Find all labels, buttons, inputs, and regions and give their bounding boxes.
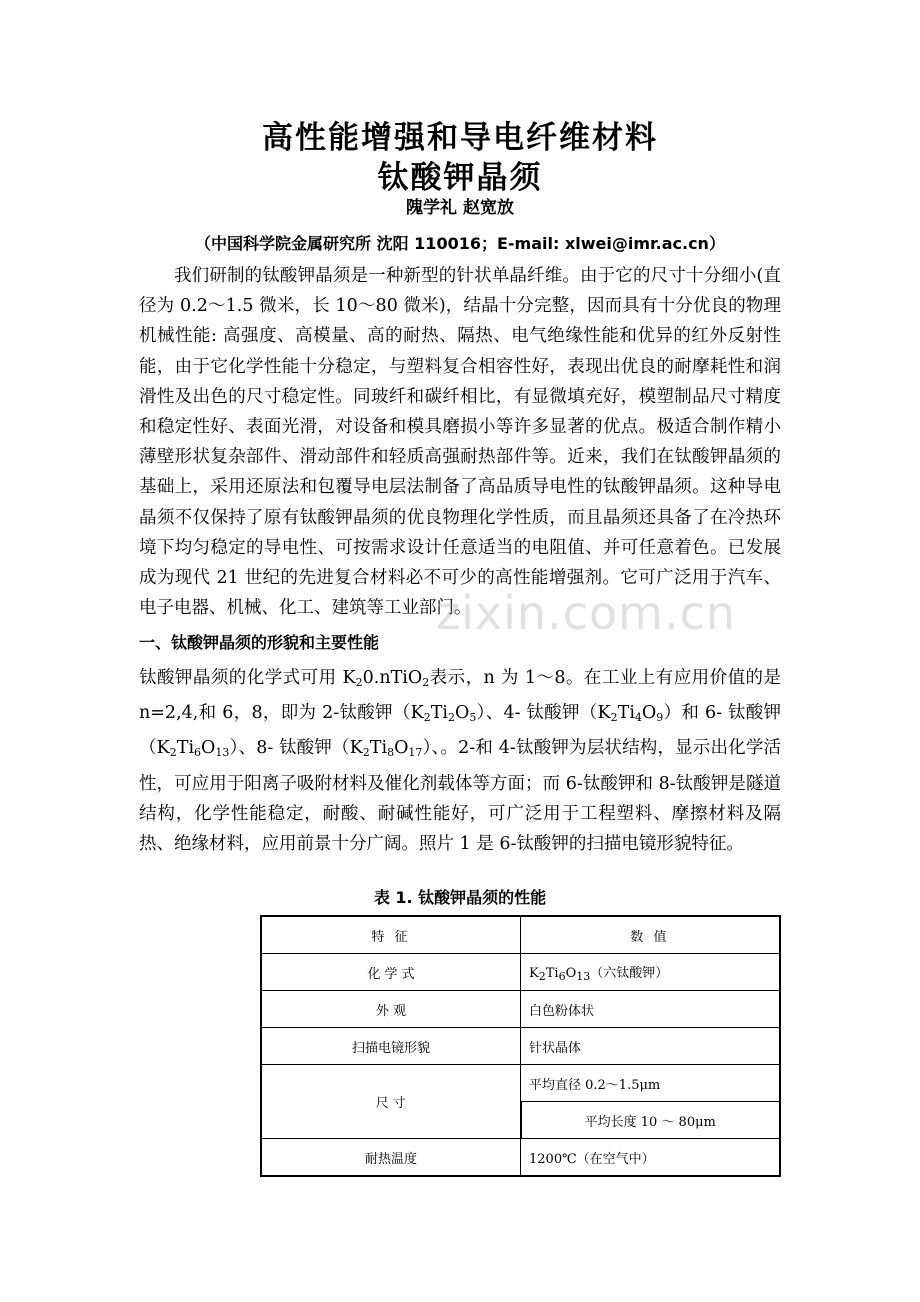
text: ）、。2-和 4-钛酸钾为层状结构，显示出化学活性，可应用于阳离子吸附材料及催化剂载体等方面；而 6-钛酸钾和 8-钛酸钾是隧道结构，化学性能稳定，耐酸、耐碱性能好，可广泛用于工程塑料、摩擦材料及隔热、绝缘材料，应用前景十分广阔。照片 1 是 6-钛酸钾的扫描电镜形貌特征。	[139, 738, 782, 855]
properties-table	[260, 915, 781, 1177]
row-label: 扫描电镜形貌	[261, 1028, 521, 1065]
header-cell: 特 征	[261, 916, 521, 954]
row-value	[521, 954, 781, 991]
text: 表示，n 为 1～8。在工业上有应用价值的是 n=2,4,和 6，8，即为 2-钛酸钾（K	[139, 668, 781, 724]
subscript: 17	[408, 746, 423, 760]
table-row	[261, 1139, 780, 1177]
title-line-1: 高性能增强和导电纤维材料	[262, 120, 658, 156]
table-caption: 表 1. 钛酸钾晶须的性能	[373, 888, 547, 907]
title-line-2: 钛酸钾晶须	[377, 160, 543, 196]
row-value: 1200℃（在空气中）	[521, 1139, 781, 1177]
row-value: 平均长度 10 ～ 80μm	[521, 1102, 781, 1139]
table-row	[261, 1065, 780, 1102]
subscript: 2	[355, 676, 363, 689]
subscript: 2	[610, 711, 618, 725]
subscript: 6	[194, 746, 202, 760]
text: K	[529, 965, 539, 981]
text: Ti	[545, 965, 559, 981]
subscript: 5	[469, 711, 477, 725]
subscript: 2	[422, 676, 430, 689]
subscript: 4	[634, 711, 642, 725]
text: （六钛酸钾）	[590, 965, 669, 981]
formula-paragraph	[139, 663, 781, 859]
watermark: zixin.com.cn	[436, 586, 737, 640]
subscript: 8	[387, 746, 395, 760]
subscript: 13	[576, 969, 591, 983]
table-row	[261, 991, 780, 1028]
text: Ti	[617, 703, 635, 724]
table-row	[261, 954, 780, 991]
subscript: 13	[215, 746, 230, 760]
row-label: 耐热温度	[261, 1139, 521, 1177]
text: ）、4- 钛酸钾（K	[476, 703, 611, 724]
text: O	[394, 738, 409, 759]
row-value: 针状晶体	[521, 1028, 781, 1065]
section-heading: 一、钛酸钾晶须的形貌和主要性能	[139, 633, 380, 652]
row-value: 平均直径 0.2～1.5μm	[521, 1065, 781, 1102]
subscript: 2	[362, 746, 370, 760]
header-cell: 数 值	[521, 916, 781, 954]
subscript: 2	[423, 711, 431, 725]
subscript: 2	[448, 711, 455, 725]
subscript: 2	[538, 969, 546, 983]
text: 0.nTiO	[362, 668, 423, 688]
row-label: 外 观	[261, 991, 521, 1028]
subscript: 2	[169, 746, 177, 760]
subscript: 9	[656, 711, 664, 725]
text: ）、8- 钛酸钾（K	[229, 738, 363, 759]
row-value: 白色粉体状	[521, 991, 781, 1028]
text: O	[641, 703, 657, 724]
affiliation: （中国科学院金属研究所 沈阳 110016；E-mail: xlwei@imr.ac.cn）	[195, 234, 725, 253]
row-label: 尺 寸	[261, 1065, 521, 1139]
text: Ti	[430, 703, 448, 724]
text: O	[201, 738, 216, 759]
row-label: 化 学 式	[261, 954, 521, 991]
text: Ti	[176, 738, 195, 759]
subscript: 6	[558, 969, 566, 983]
text: ）和 6- 钛酸钾（K	[139, 703, 781, 759]
authors: 隗学礼 赵宽放	[406, 198, 514, 218]
table-row	[261, 1028, 780, 1065]
intro-paragraph: 我们研制的钛酸钾晶须是一种新型的针状单晶纤维。由于它的尺寸十分细小(直径为 0.2～1.5 微米，长 10～80 微米)，结晶十分完整，因而具有十分优良的物理机械性能: 高强度、高模量、高的耐热、隔热、电气绝缘性能和优异的红外反射性能，由于它化学性能十分稳定，与塑料复合相容性好，表现出优良的耐摩耗性和润滑性及出色的尺寸稳定性。同玻纤和碳纤相比，有显微填充好，模塑制品尺寸精度和稳定性好、表面光滑，对设备和模具磨损小等许多显著的优点。极适合制作精小薄壁形状复杂部件、滑动部件和轻质高强耐热部件等。近来，我们在钛酸钾晶须的基础上，采用还原法和包覆导电层法制备了高品质导电性的钛酸钾晶须。这种导电晶须不仅保持了原有钛酸钾晶须的优良物理化学性质，而且晶须还具备了在冷热环境下均匀稳定的导电性、可按需求设计任意适当的电阻值、并可任意着色。已发展成为现代 21 世纪的先进复合材料必不可少的高性能增强剂。它可广泛用于汽车、电子电器、机械、化工、建筑等工业部门。	[139, 266, 781, 619]
table-header-row	[261, 916, 780, 954]
text: 钛酸钾晶须的化学式可用 K	[139, 668, 356, 688]
text: O	[455, 703, 470, 724]
text: Ti	[369, 738, 388, 759]
text: O	[565, 965, 577, 981]
